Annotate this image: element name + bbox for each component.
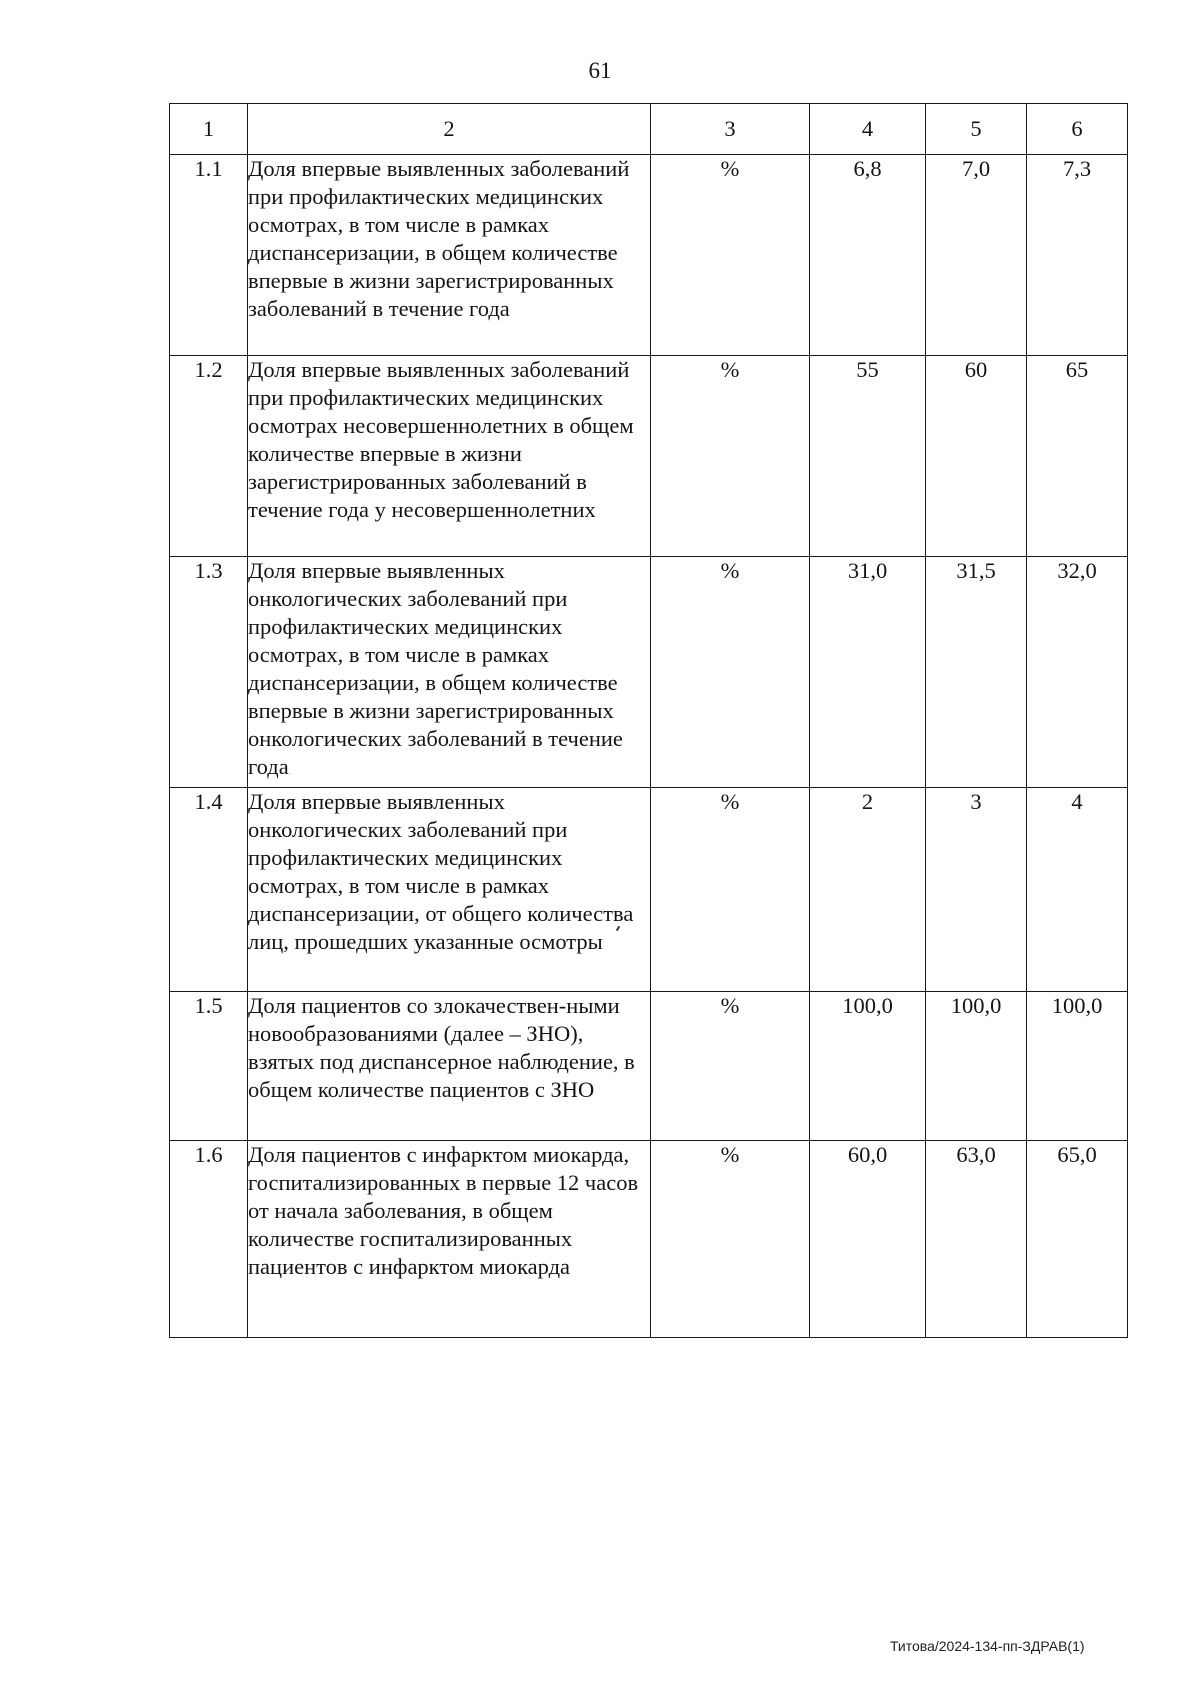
row-value-col4: 100,0: [810, 992, 926, 1141]
row-value-col4: 31,0: [810, 557, 926, 788]
column-header: 1: [170, 104, 248, 155]
row-value-col6: 7,3: [1027, 155, 1128, 356]
table-row: [170, 1141, 1128, 1338]
row-description: Доля впервые выявленных онкологических заболеваний при профилактических медицинских осмотрах, в том числе в рамках диспансеризации, от общего количества лиц, прошедших указанные осмотры: [248, 788, 651, 992]
row-value-col4: 60,0: [810, 1141, 926, 1338]
row-value-col5: 3: [926, 788, 1027, 992]
column-header: 3: [651, 104, 810, 155]
column-header: 6: [1027, 104, 1128, 155]
row-number: 1.4: [170, 788, 248, 992]
row-value-col4: 6,8: [810, 155, 926, 356]
column-header: 2: [248, 104, 651, 155]
table-row: [170, 992, 1128, 1141]
row-value-col6: 32,0: [1027, 557, 1128, 788]
row-value-col6: 100,0: [1027, 992, 1128, 1141]
table-header-row: [170, 104, 1128, 155]
row-unit: %: [651, 992, 810, 1141]
row-value-col6: 65: [1027, 356, 1128, 557]
table-row: [170, 557, 1128, 788]
row-value-col4: 2: [810, 788, 926, 992]
row-unit: %: [651, 155, 810, 356]
row-unit: %: [651, 788, 810, 992]
row-description: Доля пациентов со злокачествен-ными новообразованиями (далее – ЗНО), взятых под диспансерное наблюдение, в общем количестве пациентов с ЗНО: [248, 992, 651, 1141]
table-row: [170, 155, 1128, 356]
row-description: Доля впервые выявленных заболеваний при профилактических медицинских осмотрах несовершеннолетних в общем количестве впервые в жизни зарегистрированных заболеваний в течение года у несовершеннолетних: [248, 356, 651, 557]
row-unit: %: [651, 1141, 810, 1338]
row-value-col5: 7,0: [926, 155, 1027, 356]
row-value-col5: 100,0: [926, 992, 1027, 1141]
row-number: 1.5: [170, 992, 248, 1141]
row-value-col5: 60: [926, 356, 1027, 557]
table-row: [170, 788, 1128, 992]
row-number: 1.3: [170, 557, 248, 788]
row-value-col5: 31,5: [926, 557, 1027, 788]
column-header: 4: [810, 104, 926, 155]
row-value-col4: 55: [810, 356, 926, 557]
indicators-table: [169, 103, 1128, 1338]
row-unit: %: [651, 557, 810, 788]
row-unit: %: [651, 356, 810, 557]
row-value-col6: 4: [1027, 788, 1128, 992]
column-header: 5: [926, 104, 1027, 155]
row-value-col6: 65,0: [1027, 1141, 1128, 1338]
row-description: Доля пациентов с инфарктом миокарда, госпитализированных в первые 12 часов от начала заболевания, в общем количестве госпитализированных пациентов с инфарктом миокарда: [248, 1141, 651, 1338]
table-row: [170, 356, 1128, 557]
row-description: Доля впервые выявленных заболеваний при профилактических медицинских осмотрах, в том числе в рамках диспансеризации, в общем количестве впервые в жизни зарегистрированных заболеваний в течение года: [248, 155, 651, 356]
row-description: Доля впервые выявленных онкологических заболеваний при профилактических медицинских осмотрах, в том числе в рамках диспансеризации, в общем количестве впервые в жизни зарегистрированных онкологических заболеваний в течение года: [248, 557, 651, 788]
row-number: 1.2: [170, 356, 248, 557]
document-footer-code: Титова/2024-134-пп-ЗДРАВ(1): [890, 1638, 1085, 1654]
row-number: 1.1: [170, 155, 248, 356]
page-number: 61: [588, 58, 612, 83]
row-value-col5: 63,0: [926, 1141, 1027, 1338]
row-number: 1.6: [170, 1141, 248, 1338]
